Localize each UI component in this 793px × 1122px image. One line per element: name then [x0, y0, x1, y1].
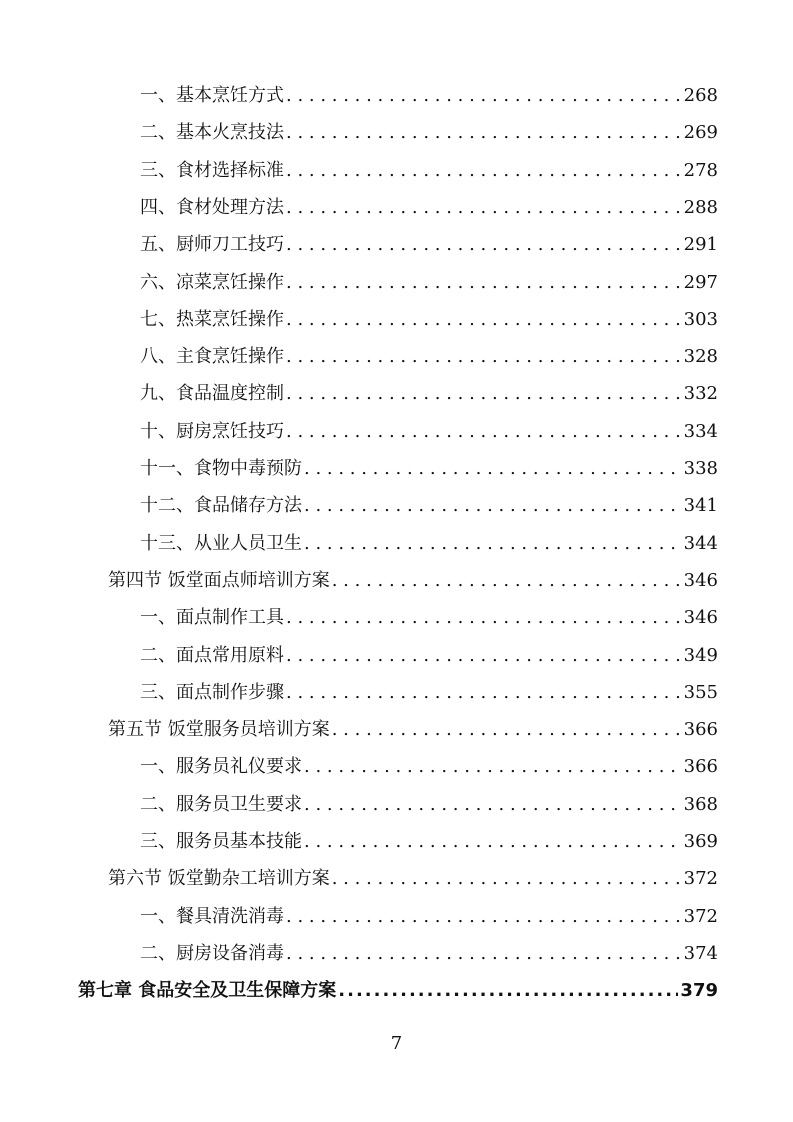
toc-entry-item[interactable]	[140, 490, 718, 522]
toc-entry-item[interactable]	[140, 528, 718, 560]
dot-leader	[286, 117, 682, 149]
toc-entry-page-number: 379	[680, 980, 718, 1002]
toc-entry-page-number: 288	[683, 196, 718, 218]
toc-entry-item[interactable]	[140, 80, 718, 112]
dot-leader	[286, 640, 682, 672]
toc-entry-page-number: 303	[683, 308, 718, 330]
toc-entry-label: 十三、从业人员卫生	[140, 532, 302, 554]
toc-entry-item[interactable]	[140, 602, 718, 634]
toc-entry-page-number: 268	[683, 85, 718, 106]
toc-entry-label: 九、食品温度控制	[140, 383, 284, 405]
toc-entry-label: 第五节 饭堂服务员培训方案	[108, 719, 330, 741]
dot-leader	[304, 789, 682, 821]
toc-entry-label: 一、面点制作工具	[140, 607, 284, 629]
toc-entry-page-number: 372	[683, 905, 718, 927]
toc-entry-page-number: 349	[683, 644, 718, 666]
toc-entry-page-number: 278	[683, 159, 718, 181]
toc-entry-section[interactable]	[108, 714, 718, 746]
toc-entry-label: 三、面点制作步骤	[140, 681, 284, 703]
toc-entry-label: 第六节 饭堂勤杂工培训方案	[108, 868, 330, 890]
toc-entry-chapter[interactable]	[78, 975, 718, 1007]
dot-leader	[286, 267, 682, 299]
dot-leader	[304, 751, 682, 783]
dot-leader	[304, 826, 682, 858]
dot-leader	[332, 565, 682, 597]
dot-leader	[286, 192, 682, 224]
toc-entry-item[interactable]	[140, 267, 718, 299]
toc-entry-page-number: 338	[683, 458, 718, 479]
dot-leader	[286, 155, 682, 187]
toc-entry-item[interactable]	[140, 304, 718, 336]
dot-leader	[338, 975, 678, 1007]
toc-entry-label: 三、服务员基本技能	[140, 831, 302, 852]
toc-entry-item[interactable]	[140, 117, 718, 149]
page-number: 7	[390, 1033, 403, 1054]
toc-entry-page-number: 366	[683, 719, 718, 741]
toc-entry-label: 二、基本火烹技法	[140, 122, 284, 144]
toc-entry-page-number: 328	[683, 346, 718, 368]
toc-entry-label: 一、服务员礼仪要求	[140, 756, 302, 778]
toc-entry-item[interactable]	[140, 453, 718, 485]
toc-entry-page-number: 368	[683, 793, 718, 815]
toc-entry-label: 八、主食烹饪操作	[140, 346, 284, 368]
toc-entry-item[interactable]	[140, 677, 718, 709]
dot-leader	[304, 528, 682, 560]
toc-entry-page-number: 369	[683, 831, 718, 852]
toc-entry-label: 二、面点常用原料	[140, 644, 284, 666]
toc-entry-section[interactable]	[108, 863, 718, 895]
toc-entry-item[interactable]	[140, 826, 718, 858]
toc-entry-page-number: 366	[683, 756, 718, 778]
toc-entry-item[interactable]	[140, 192, 718, 224]
toc-entry-label: 十二、食品储存方法	[140, 495, 302, 517]
toc-entry-item[interactable]	[140, 640, 718, 672]
toc-entry-item[interactable]	[140, 378, 718, 410]
toc-entry-item[interactable]	[140, 938, 718, 970]
toc-entry-page-number: 355	[683, 681, 718, 703]
dot-leader	[286, 938, 682, 970]
dot-leader	[286, 304, 682, 336]
toc-entry-page-number: 374	[683, 942, 718, 964]
dot-leader	[286, 80, 682, 112]
dot-leader	[304, 453, 682, 485]
toc-entry-item[interactable]	[140, 416, 718, 448]
toc-entry-page-number: 269	[683, 122, 718, 144]
toc-entry-label: 四、食材处理方法	[140, 196, 284, 218]
toc-entry-label: 十一、食物中毒预防	[140, 458, 302, 479]
toc-entry-page-number: 297	[683, 271, 718, 293]
toc-entry-page-number: 334	[683, 420, 718, 442]
dot-leader	[286, 901, 682, 933]
toc-entry-page-number: 341	[683, 495, 718, 517]
dot-leader	[286, 341, 682, 373]
toc-entry-label: 六、凉菜烹饪操作	[140, 271, 284, 293]
dot-leader	[286, 378, 682, 410]
toc-entry-label: 七、热菜烹饪操作	[140, 308, 284, 330]
toc-entry-item[interactable]	[140, 789, 718, 821]
toc-entry-label: 三、食材选择标准	[140, 159, 284, 181]
toc-entry-item[interactable]	[140, 341, 718, 373]
dot-leader	[286, 416, 682, 448]
toc-entry-label: 一、基本烹饪方式	[140, 85, 284, 106]
toc-entry-label: 第七章 食品安全及卫生保障方案	[78, 980, 337, 1002]
toc-entry-label: 二、服务员卫生要求	[140, 793, 302, 815]
toc-entry-label: 一、餐具清洗消毒	[140, 905, 284, 927]
toc-entry-item[interactable]	[140, 155, 718, 187]
toc-entry-page-number: 346	[683, 607, 718, 629]
toc-entry-page-number: 344	[683, 532, 718, 554]
dot-leader	[286, 602, 682, 634]
toc-entry-page-number: 372	[683, 868, 718, 890]
toc-entry-page-number: 346	[683, 569, 718, 591]
toc-entry-label: 五、厨师刀工技巧	[140, 234, 284, 256]
dot-leader	[332, 863, 682, 895]
toc-entry-section[interactable]	[108, 565, 718, 597]
dot-leader	[286, 229, 682, 261]
toc-entry-label: 第四节 饭堂面点师培训方案	[108, 569, 330, 591]
toc-entry-label: 十、厨房烹饪技巧	[140, 420, 284, 442]
toc-entry-label: 二、厨房设备消毒	[140, 942, 284, 964]
toc-entry-item[interactable]	[140, 229, 718, 261]
toc-entry-page-number: 332	[683, 383, 718, 405]
toc-entry-item[interactable]	[140, 751, 718, 783]
dot-leader	[286, 677, 682, 709]
dot-leader	[304, 490, 682, 522]
dot-leader	[332, 714, 682, 746]
toc-entry-item[interactable]	[140, 901, 718, 933]
toc-entry-page-number: 291	[683, 234, 718, 256]
